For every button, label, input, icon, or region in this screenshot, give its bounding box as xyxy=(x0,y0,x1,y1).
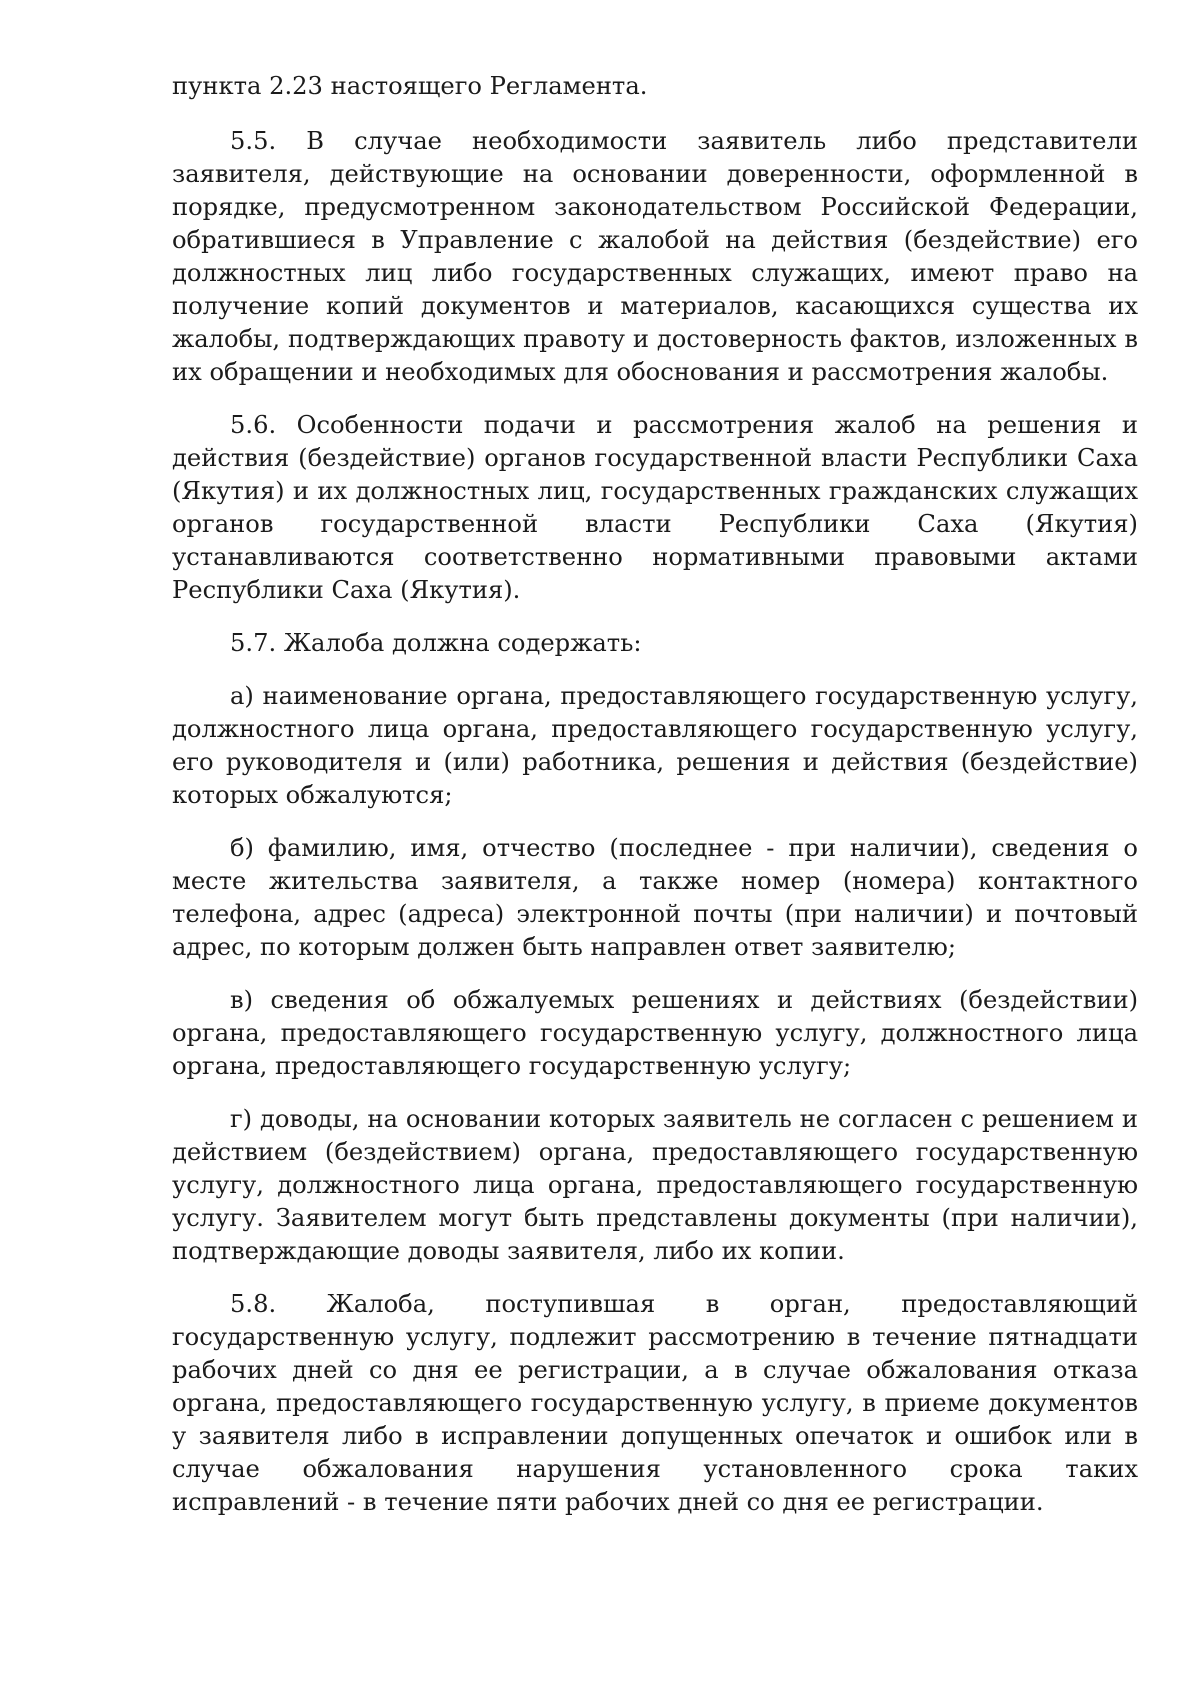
paragraph-5-7-v: в) сведения об обжалуемых решениях и действиях (бездействии) органа, предоставляющего государственную услугу, должностного лица органа, предоставляющего государственную услугу; xyxy=(172,986,1138,1080)
paragraph-5-7-g: г) доводы, на основании которых заявитель не согласен с решением и действием (бездействием) органа, предоставляющего государственную услугу, должностного лица органа, предоставляющего государственную услугу. Заявителем могут быть представлены документы (при наличии), подтверждающие доводы заявителя, либо их копии. xyxy=(172,1105,1138,1265)
paragraph-5-6: 5.6. Особенности подачи и рассмотрения жалоб на решения и действия (бездействие) органов государственной власти Республики Саха (Якутия) и их должностных лиц, государственных гражданских служащих органов государственной власти Республики Саха (Якутия) устанавливаются соответственно нормативными правовыми актами Республики Саха (Якутия). xyxy=(172,411,1138,604)
paragraph-5-7: 5.7. Жалоба должна содержать: xyxy=(230,629,642,657)
paragraph-5-7-a: а) наименование органа, предоставляющего государственную услугу, должностного лица органа, предоставляющего государственную услугу, его руководителя и (или) работника, решения и действия (бездействие) которых обжалуются; xyxy=(172,682,1138,809)
paragraph-5-7-b: б) фамилию, имя, отчество (последнее - при наличии), сведения о месте жительства заявителя, а также номер (номера) контактного телефона, адрес (адреса) электронной почты (при наличии) и почтовый адрес, по которым должен быть направлен ответ заявителю; xyxy=(172,834,1138,961)
paragraph-5-5: 5.5. В случае необходимости заявитель либо представители заявителя, действующие на основании доверенности, оформленной в порядке, предусмотренном законодательством Российской Федерации, обратившиеся в Управление с жалобой на действия (бездействие) его должностных лиц либо государственных служащих, имеют право на получение копий документов и материалов, касающихся существа их жалобы, подтверждающих правоту и достоверность фактов, изложенных в их обращении и необходимых для обоснования и рассмотрения жалобы. xyxy=(172,127,1138,386)
paragraph-5-8: 5.8. Жалоба, поступившая в орган, предоставляющий государственную услугу, подлежит рассмотрению в течение пятнадцати рабочих дней со дня ее регистрации, а в случае обжалования отказа органа, предоставляющего государственную услугу, в приеме документов у заявителя либо в исправлении допущенных опечаток и ошибок или в случае обжалования нарушения установленного срока таких исправлений - в течение пяти рабочих дней со дня ее регистрации. xyxy=(172,1290,1138,1516)
document-body xyxy=(172,70,1138,1539)
paragraph-continuation: пункта 2.23 настоящего Регламента. xyxy=(172,72,648,100)
